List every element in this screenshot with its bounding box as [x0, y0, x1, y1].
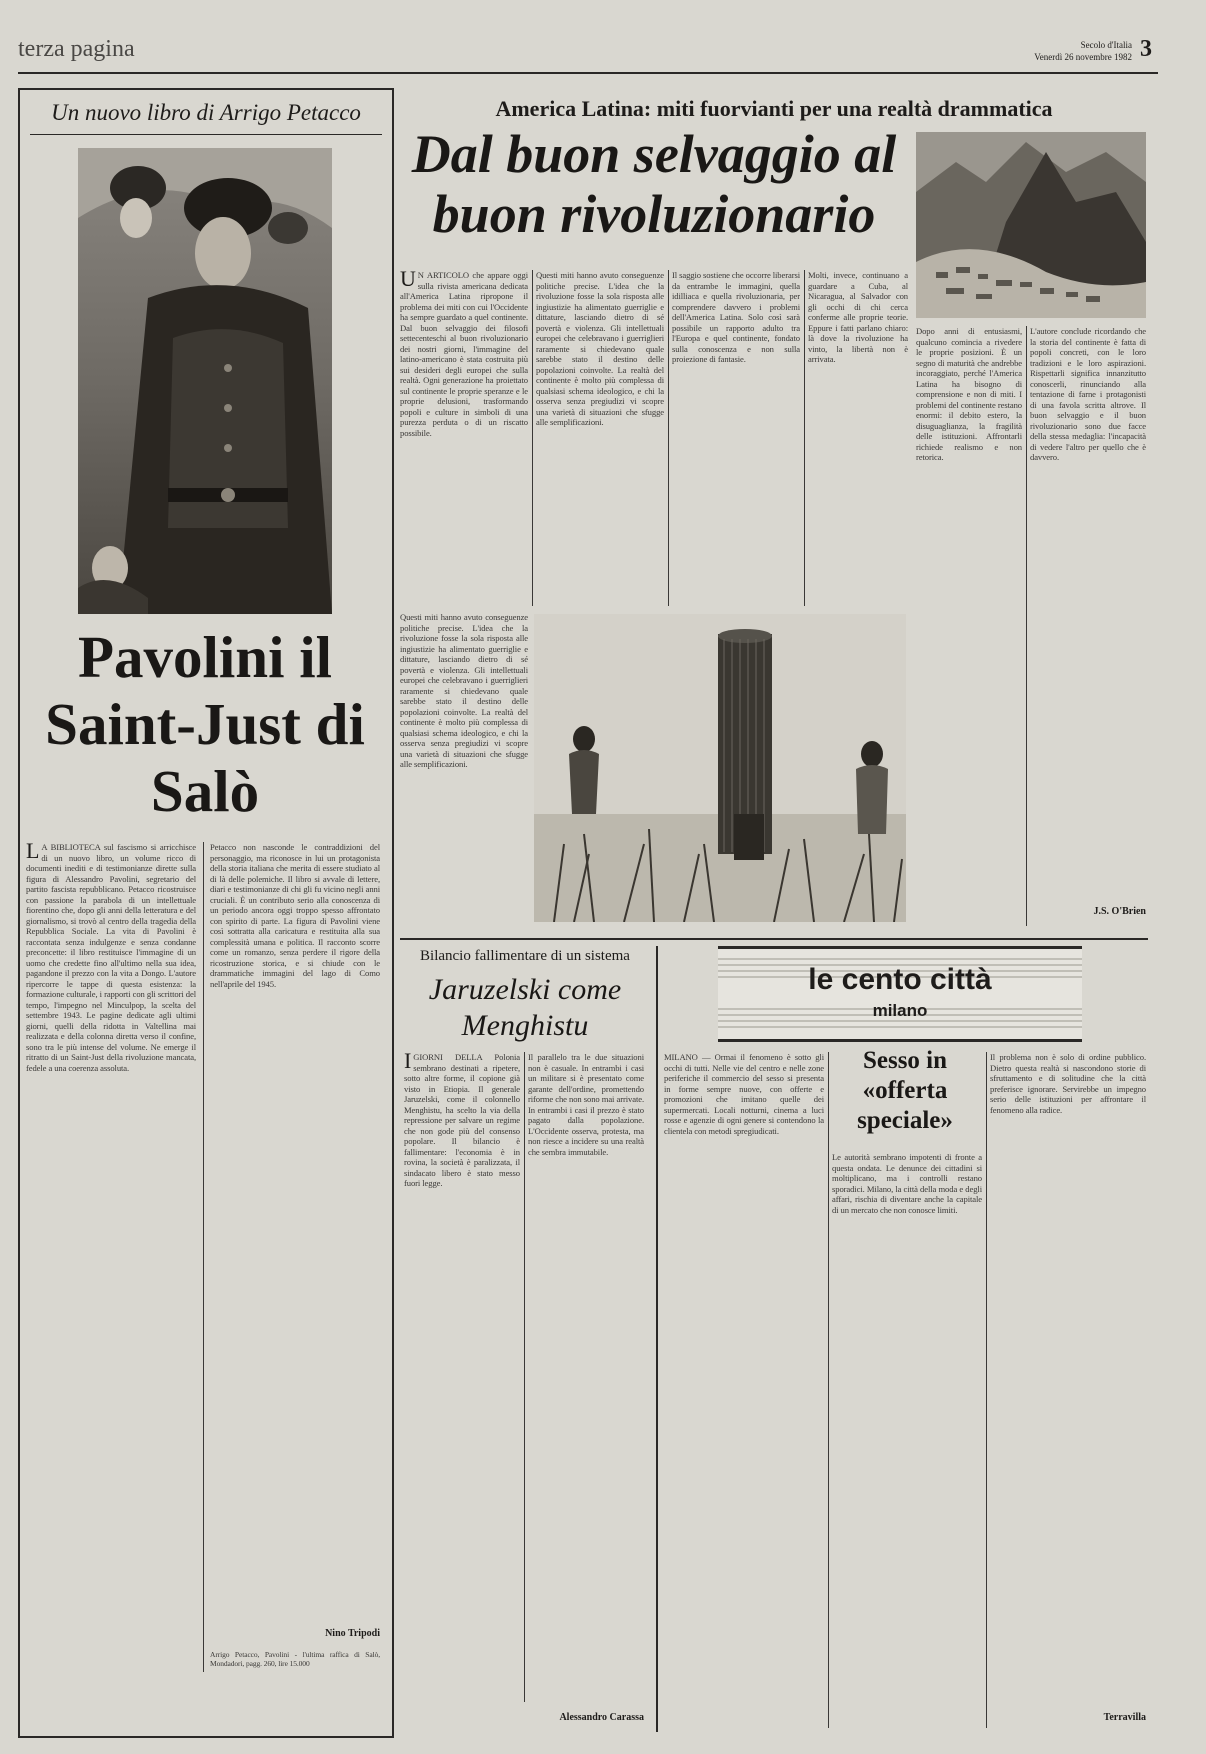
center-col-divider-4	[1026, 326, 1027, 926]
bottom-right-col-divider-2	[986, 1052, 987, 1728]
paper-name: Secolo d'Italia	[1080, 40, 1132, 50]
center-body-col6: L'autore conclude ricordando che la storia del continente è fatta di popoli concreti, con le loro tradizioni e le loro aspirazioni. Rispettarli significa innanzitutto conoscerli, rinunciando alla tentazione di farne i protagonisti di una favola scritta altrove. Il buon selvaggio e il buon rivoluzionario sono due facce della stessa medaglia: l'incapacità di vedere l'altro per quello che è davvero.	[1030, 326, 1146, 462]
bottom-right-title: Sesso in «offerta speciale»	[857, 1047, 953, 1134]
banner-city: milano	[872, 1001, 928, 1020]
center-body-col2: Questi miti hanno avuto conseguenze politiche precise. L'idea che la rivoluzione fosse la sola risposta alle ingiustizie ha alimentato guerriglie e dittature, lasciando dietro di sé povertà e violenza. Gli intellettuali europei che celebravano i guerriglieri raramente si chiedevano quale sarebbe stato il destino delle popolazioni coinvolte. La realtà del continente è molto più complessa di qualsiasi schema ideologico, e chi la osserva senza pregiudizi vi scopre una varietà di situazioni che sfugge alle semplificazioni.	[536, 270, 664, 427]
bottom-right-col-divider-1	[828, 1052, 829, 1728]
bottom-left-kicker: Bilancio fallimentare di un sistema	[420, 948, 630, 964]
bottom-left-signature: Alessandro Carassa	[559, 1712, 644, 1723]
bottom-right-col3: Il problema non è solo di ordine pubblico. Dietro questa realtà si nascondono storie di sfruttamento e di solitudine che la città preferisce ignorare. Servirebbe un impegno serio delle istituzioni per affrontare il fenomeno alla radice.	[990, 1052, 1146, 1115]
left-kicker: Un nuovo libro di Arrigo Petacco	[51, 100, 361, 125]
left-footnote: Arrigo Petacco, Pavolini - l'ultima raffica di Salò, Mondadori, pagg. 260, lire 15.000	[210, 1650, 380, 1668]
left-signature: Nino Tripodi	[325, 1628, 380, 1639]
center-col-divider-1	[532, 270, 533, 606]
bottom-left-col1: IGIORNI DELLA Polonia sembrano destinati a ripetere, sotto altre forme, il copione già visto in Etiopia. Il generale Jaruzelski, come il colonnello Menghistu, ha scelto la via della repressione per salvare un regime che non gode più del consenso popolare. Il bilancio è fallimentare: l'economia è in rovina, la società è paralizzata, il sindacato libero è stato messo fuori legge.	[404, 1052, 520, 1188]
bottom-left-title: Jaruzelski come Menghistu	[428, 973, 622, 1042]
lower-section-rule	[400, 938, 1148, 940]
monument-photo	[534, 614, 906, 922]
left-body-col1: LA BIBLIOTECA sul fascismo si arricchisce di un nuovo libro, un volume ricco di documenti inediti e di testimonianze dirette sulla figura di Alessandro Pavolini, segretario del partito fascista repubblicano. Petacco ricostruisce con passione la parabola di un intellettuale fiorentino che, dopo gli anni della letteratura e del giornalismo, si trovò al centro della tragedia della Repubblica Sociale. La vita di Pavolini è raccontata senza indulgenze e senza condanne preconcette: il libro restituisce l'immagine di un uomo che credette fino all'ultimo nella sua idea, pagandone il prezzo con la vita a Dongo. L'autore ripercorre le tappe di questa esistenza: la formazione culturale, i rapporti con gli scrittori del tempo, l'impegno nel Minculpop, la scelta del settembre 1943. Le pagine dedicate agli ultimi giorni, quelli della ridotta in Valtellina mai realizzata e della colonna diretta verso il confine, sono tra le più intense del volume. Ne emerge il ritratto di un Saint-Just della rivoluzione mancata, fedele a una coerenza assoluta.	[26, 842, 196, 1073]
left-kicker-rule	[30, 134, 382, 135]
left-body-col2: Petacco non nasconde le contraddizioni del personaggio, ma riconosce in lui un protagonista della storia italiana che merita di essere studiato al di là delle polemiche. Il libro si avvale di lettere, diari e testimonianze di chi gli fu vicino negli anni cruciali. È un contributo serio alla conoscenza di un periodo ancora oggi troppo spesso affrontato con spirito di parte. La figura di Pavolini viene così sottratta alla caricatura e restituita alla sua complessità umana e politica. Il racconto scorre come un romanzo, senza perdere il rigore della ricostruzione storica, e si chiude con le drammatiche immagini del lago di Como nell'aprile del 1945.	[210, 842, 380, 989]
header-rule	[18, 72, 1158, 74]
bottom-right-signature: Terravilla	[1103, 1712, 1146, 1723]
left-title: Pavolini il Saint-Just di Salò	[45, 624, 365, 824]
center-col-divider-3	[804, 270, 805, 606]
center-col-divider-2	[668, 270, 669, 606]
bottom-left-col2: Il parallelo tra le due situazioni non è casuale. In entrambi i casi un militare si è presentato come garante dell'ordine, promettendo riforme che non sono mai arrivate. In entrambi i casi il prezzo è stato pagato dalla popolazione. L'Occidente osserva, protesta, ma non riesce a incidere su una realtà che sembra immutabile.	[528, 1052, 644, 1157]
section-label: terza pagina	[18, 36, 135, 62]
center-kicker: America Latina: miti fuorvianti per una realtà drammatica	[495, 96, 1053, 121]
banner-title: le cento città	[808, 963, 992, 996]
machu-picchu-photo	[916, 132, 1146, 318]
pavolini-photo	[78, 148, 332, 614]
bottom-section-divider	[656, 946, 658, 1732]
bottom-left-col-divider	[524, 1052, 525, 1702]
cento-citta-banner	[718, 946, 1082, 1042]
issue-date: Venerdì 26 novembre 1982	[1034, 52, 1132, 62]
bottom-right-col2: Le autorità sembrano impotenti di fronte a questa ondata. Le denunce dei cittadini si moltiplicano, ma i controlli restano sporadici. Milano, la città della moda e degli affari, rischia di diventare anche la capitale di un mercato che non conosce limiti.	[832, 1152, 982, 1215]
center-body-col1: UN ARTICOLO che appare oggi sulla rivista americana dedicata all'America Latina ripropone il problema dei miti con cui l'Occidente ha sempre guardato a quel continente. Dal buon selvaggio dei filosofi settecenteschi al buon rivoluzionario dei nostri giorni, l'immagine del latino-americano è stata costruita più sui desideri degli europei che sulla realtà. Ogni generazione ha proiettato sul continente le proprie speranze e le proprie delusioni, trasformando popoli e culture in simboli di una purezza perduta o di un riscatto possibile.	[400, 270, 528, 438]
center-signature: J.S. O'Brien	[1093, 906, 1146, 917]
center-body-col5: Dopo anni di entusiasmi, qualcuno comincia a rivedere le proprie posizioni. È un segno di maturità che andrebbe incoraggiato, perché l'America Latina ha bisogno di comprensione e non di miti. I problemi del continente restano enormi: il debito estero, la disuguaglianza, la fragilità delle istituzioni. Affrontarli richiede realismo e non retorica.	[916, 326, 1022, 462]
page-number: 3	[1140, 36, 1152, 62]
center-title: Dal buon selvaggio al buon rivoluzionario	[411, 124, 897, 244]
center-body-col3: Il saggio sostiene che occorre liberarsi da entrambe le immagini, quella idilliaca e quella rivoluzionaria, per comprendere davvero i problemi dell'America Latina. Solo così sarà possibile un rapporto adulto tra l'Europa e quel continente, fondato sulla conoscenza e non sulla proiezione di fantasie.	[672, 270, 800, 364]
left-col-divider	[203, 842, 204, 1672]
center-body-col1b: Questi miti hanno avuto conseguenze politiche precise. L'idea che la rivoluzione fosse la sola risposta alle ingiustizie ha alimentato guerriglie e dittature, lasciando dietro di sé povertà e violenza. Gli intellettuali europei che celebravano i guerriglieri raramente si chiedevano quale sarebbe stato il destino delle popolazioni coinvolte. La realtà del continente è molto più complessa di qualsiasi schema ideologico, e chi la osserva senza pregiudizi vi scopre una varietà di situazioni che sfugge alle semplificazioni.	[400, 612, 528, 769]
bottom-right-col1: MILANO — Ormai il fenomeno è sotto gli occhi di tutti. Nelle vie del centro e nelle zone periferiche il commercio del sesso si presenta in forme sempre nuove, con offerte e promozioni che imitano quelle dei supermercati. Locali notturni, cinema a luci rosse e agenzie di ogni genere si contendono la clientela con metodi spregiudicati.	[664, 1052, 824, 1136]
center-body-col4: Molti, invece, continuano a guardare a Cuba, al Nicaragua, al Salvador con gli occhi di chi cerca conferme alle proprie teorie. Eppure i fatti parlano chiaro: là dove la rivoluzione ha vinto, la libertà non è arrivata.	[808, 270, 908, 364]
